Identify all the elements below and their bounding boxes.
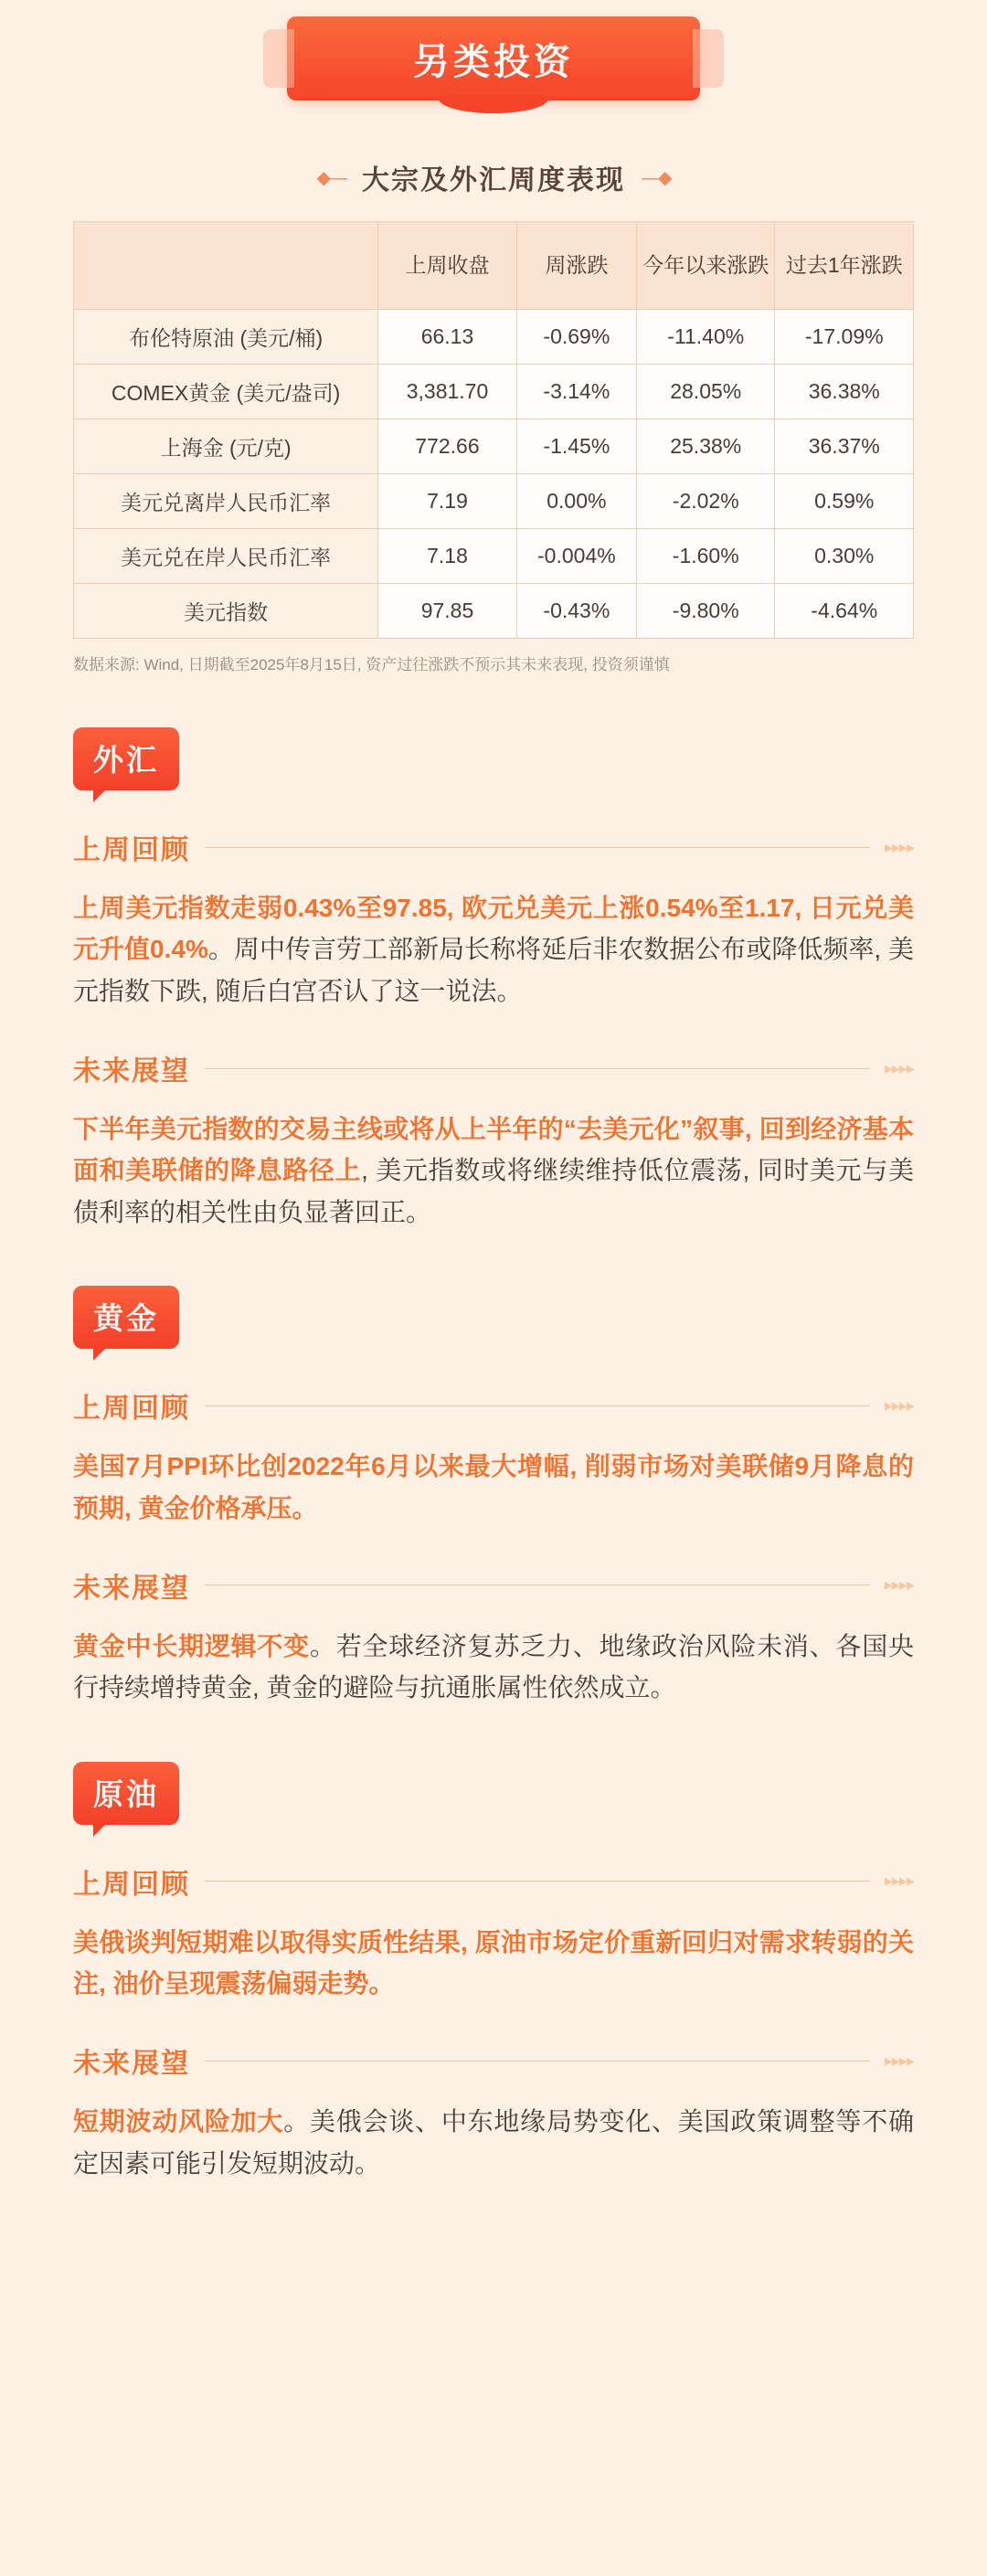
row-ytd: -2.02% xyxy=(637,474,775,529)
tag-wrap xyxy=(73,1762,914,1825)
row-year: 0.59% xyxy=(775,474,914,529)
divider-rule xyxy=(205,847,870,848)
chevrons-icon: ▸▸▸▸ xyxy=(884,837,914,856)
row-week: -0.69% xyxy=(516,310,636,365)
subheading-outlook-label: 未来展望 xyxy=(73,2049,190,2080)
row-week: -0.43% xyxy=(516,584,636,639)
subheading-review-label: 上周回顾 xyxy=(73,1394,190,1425)
review-highlight: 美俄谈判短期难以取得实质性结果, 原油市场定价重新回归对需求转弱的关注, 油价呈现震荡偏弱走势。 xyxy=(73,1927,914,1998)
subheading-outlook xyxy=(73,1565,914,1606)
row-close: 7.18 xyxy=(378,529,516,584)
chevrons-icon: ▸▸▸▸ xyxy=(884,1575,914,1595)
table-heading-text: 大宗及外汇周度表现 xyxy=(362,165,625,196)
divider-rule xyxy=(205,2061,870,2062)
subheading-outlook xyxy=(73,2041,914,2081)
topic-section-gold xyxy=(73,1286,914,1708)
row-ytd: -1.60% xyxy=(637,529,775,584)
chevrons-icon: ▸▸▸▸ xyxy=(884,1395,914,1415)
outlook-rest: 。美俄会谈、中东地缘局势变化、美国政策调整等不确定因素可能引发短期波动。 xyxy=(73,2107,914,2178)
table-row xyxy=(74,474,914,529)
row-year: 36.37% xyxy=(775,419,914,474)
table-row xyxy=(74,584,914,639)
col-ytd: 今年以来涨跌 xyxy=(637,222,775,310)
market-table xyxy=(73,221,914,639)
row-close: 7.19 xyxy=(378,474,516,529)
row-name: 美元兑离岸人民币汇率 xyxy=(74,474,378,529)
table-row xyxy=(74,310,914,365)
diamond-right-icon: —◆ xyxy=(642,167,671,188)
topic-section-oil xyxy=(73,1762,914,2184)
row-year: -17.09% xyxy=(775,310,914,365)
row-year: 36.38% xyxy=(775,365,914,419)
subheading-review xyxy=(73,827,914,867)
paragraph-review xyxy=(73,1922,914,2005)
row-name: 美元指数 xyxy=(74,584,378,639)
row-name: 美元兑在岸人民币汇率 xyxy=(74,529,378,584)
row-name: COMEX黄金 (美元/盎司) xyxy=(74,365,378,419)
outlook-rest: 。若全球经济复苏乏力、地缘政治风险未消、各国央行持续增持黄金, 黄金的避险与抗通胀属性依然成立。 xyxy=(73,1631,914,1702)
banner-title: 另类投资 xyxy=(413,41,574,82)
row-name: 上海金 (元/克) xyxy=(74,419,378,474)
paragraph-review xyxy=(73,887,914,1012)
row-close: 3,381.70 xyxy=(378,365,516,419)
table-heading xyxy=(0,157,987,197)
col-close: 上周收盘 xyxy=(378,222,516,310)
paragraph-outlook xyxy=(73,2101,914,2184)
table-header-row xyxy=(74,222,914,310)
paragraph-review xyxy=(73,1446,914,1529)
row-year: 0.30% xyxy=(775,529,914,584)
subheading-review xyxy=(73,1861,914,1902)
banner-box xyxy=(287,16,700,101)
outlook-highlight: 黄金中长期逻辑不变 xyxy=(73,1631,310,1660)
subheading-review xyxy=(73,1385,914,1426)
review-rest: 。周中传言劳工部新局长称将延后非农数据公布或降低频率, 美元指数下跌, 随后白宫否认了这一说法。 xyxy=(73,935,915,1005)
topic-tag-gold: 黄金 xyxy=(73,1286,179,1349)
table-row xyxy=(74,419,914,474)
row-year: -4.64% xyxy=(775,584,914,639)
subheading-review-label: 上周回顾 xyxy=(73,1869,190,1900)
row-close: 97.85 xyxy=(378,584,516,639)
subheading-outlook-label: 未来展望 xyxy=(73,1573,190,1604)
tag-wrap xyxy=(73,1286,914,1349)
table-row xyxy=(74,529,914,584)
chevrons-icon: ▸▸▸▸ xyxy=(884,2051,914,2070)
divider-rule xyxy=(205,1405,870,1406)
header-banner xyxy=(0,0,987,101)
chevrons-icon: ▸▸▸▸ xyxy=(884,1058,914,1077)
row-ytd: 28.05% xyxy=(637,365,775,419)
chevrons-icon: ▸▸▸▸ xyxy=(884,1871,914,1891)
divider-rule xyxy=(205,1881,870,1882)
row-week: -0.004% xyxy=(516,529,636,584)
subheading-outlook xyxy=(73,1048,914,1088)
col-name xyxy=(74,222,378,310)
topic-section-fx xyxy=(73,727,914,1233)
outlook-rest: , 美元指数或将继续维持低位震荡, 同时美元与美债利率的相关性由负显著回正。 xyxy=(73,1156,914,1226)
row-week: -3.14% xyxy=(516,365,636,419)
market-table-body xyxy=(74,310,914,639)
paragraph-outlook xyxy=(73,1626,914,1709)
review-highlight: 美国7月PPI环比创2022年6月以来最大增幅, 削弱市场对美联储9月降息的预期, 黄金价格承压。 xyxy=(73,1452,914,1522)
row-week: 0.00% xyxy=(516,474,636,529)
topic-tag-oil: 原油 xyxy=(73,1762,179,1825)
row-close: 66.13 xyxy=(378,310,516,365)
row-ytd: -9.80% xyxy=(637,584,775,639)
row-week: -1.45% xyxy=(516,419,636,474)
paragraph-outlook xyxy=(73,1108,914,1233)
outlook-highlight: 下半年美元指数的交易主线或将从上半年的“去美元化”叙事, 回到经济基本面和美联储的降息路径上 xyxy=(73,1115,914,1185)
review-highlight: 上周美元指数走弱0.43%至97.85, 欧元兑美元上涨0.54%至1.17, 日元兑美元升值0.4% xyxy=(73,894,914,964)
tag-wrap xyxy=(73,727,914,790)
row-close: 772.66 xyxy=(378,419,516,474)
divider-rule xyxy=(205,1068,870,1069)
col-week: 周涨跌 xyxy=(516,222,636,310)
banner-notch xyxy=(439,99,548,113)
subheading-outlook-label: 未来展望 xyxy=(73,1056,190,1087)
table-row xyxy=(74,365,914,419)
row-name: 布伦特原油 (美元/桶) xyxy=(74,310,378,365)
subheading-review-label: 上周回顾 xyxy=(73,835,190,865)
outlook-highlight: 短期波动风险加大 xyxy=(73,2107,284,2136)
row-ytd: 25.38% xyxy=(637,419,775,474)
row-ytd: -11.40% xyxy=(637,310,775,365)
source-note: 数据来源: Wind, 日期截至2025年8月15日, 资产过往涨跌不预示其未来表现, 投资须谨慎 xyxy=(73,656,670,673)
market-table-head xyxy=(74,222,914,310)
col-year: 过去1年涨跌 xyxy=(775,222,914,310)
diamond-left-icon: ◆— xyxy=(316,167,345,188)
topic-tag-fx: 外汇 xyxy=(73,727,179,790)
